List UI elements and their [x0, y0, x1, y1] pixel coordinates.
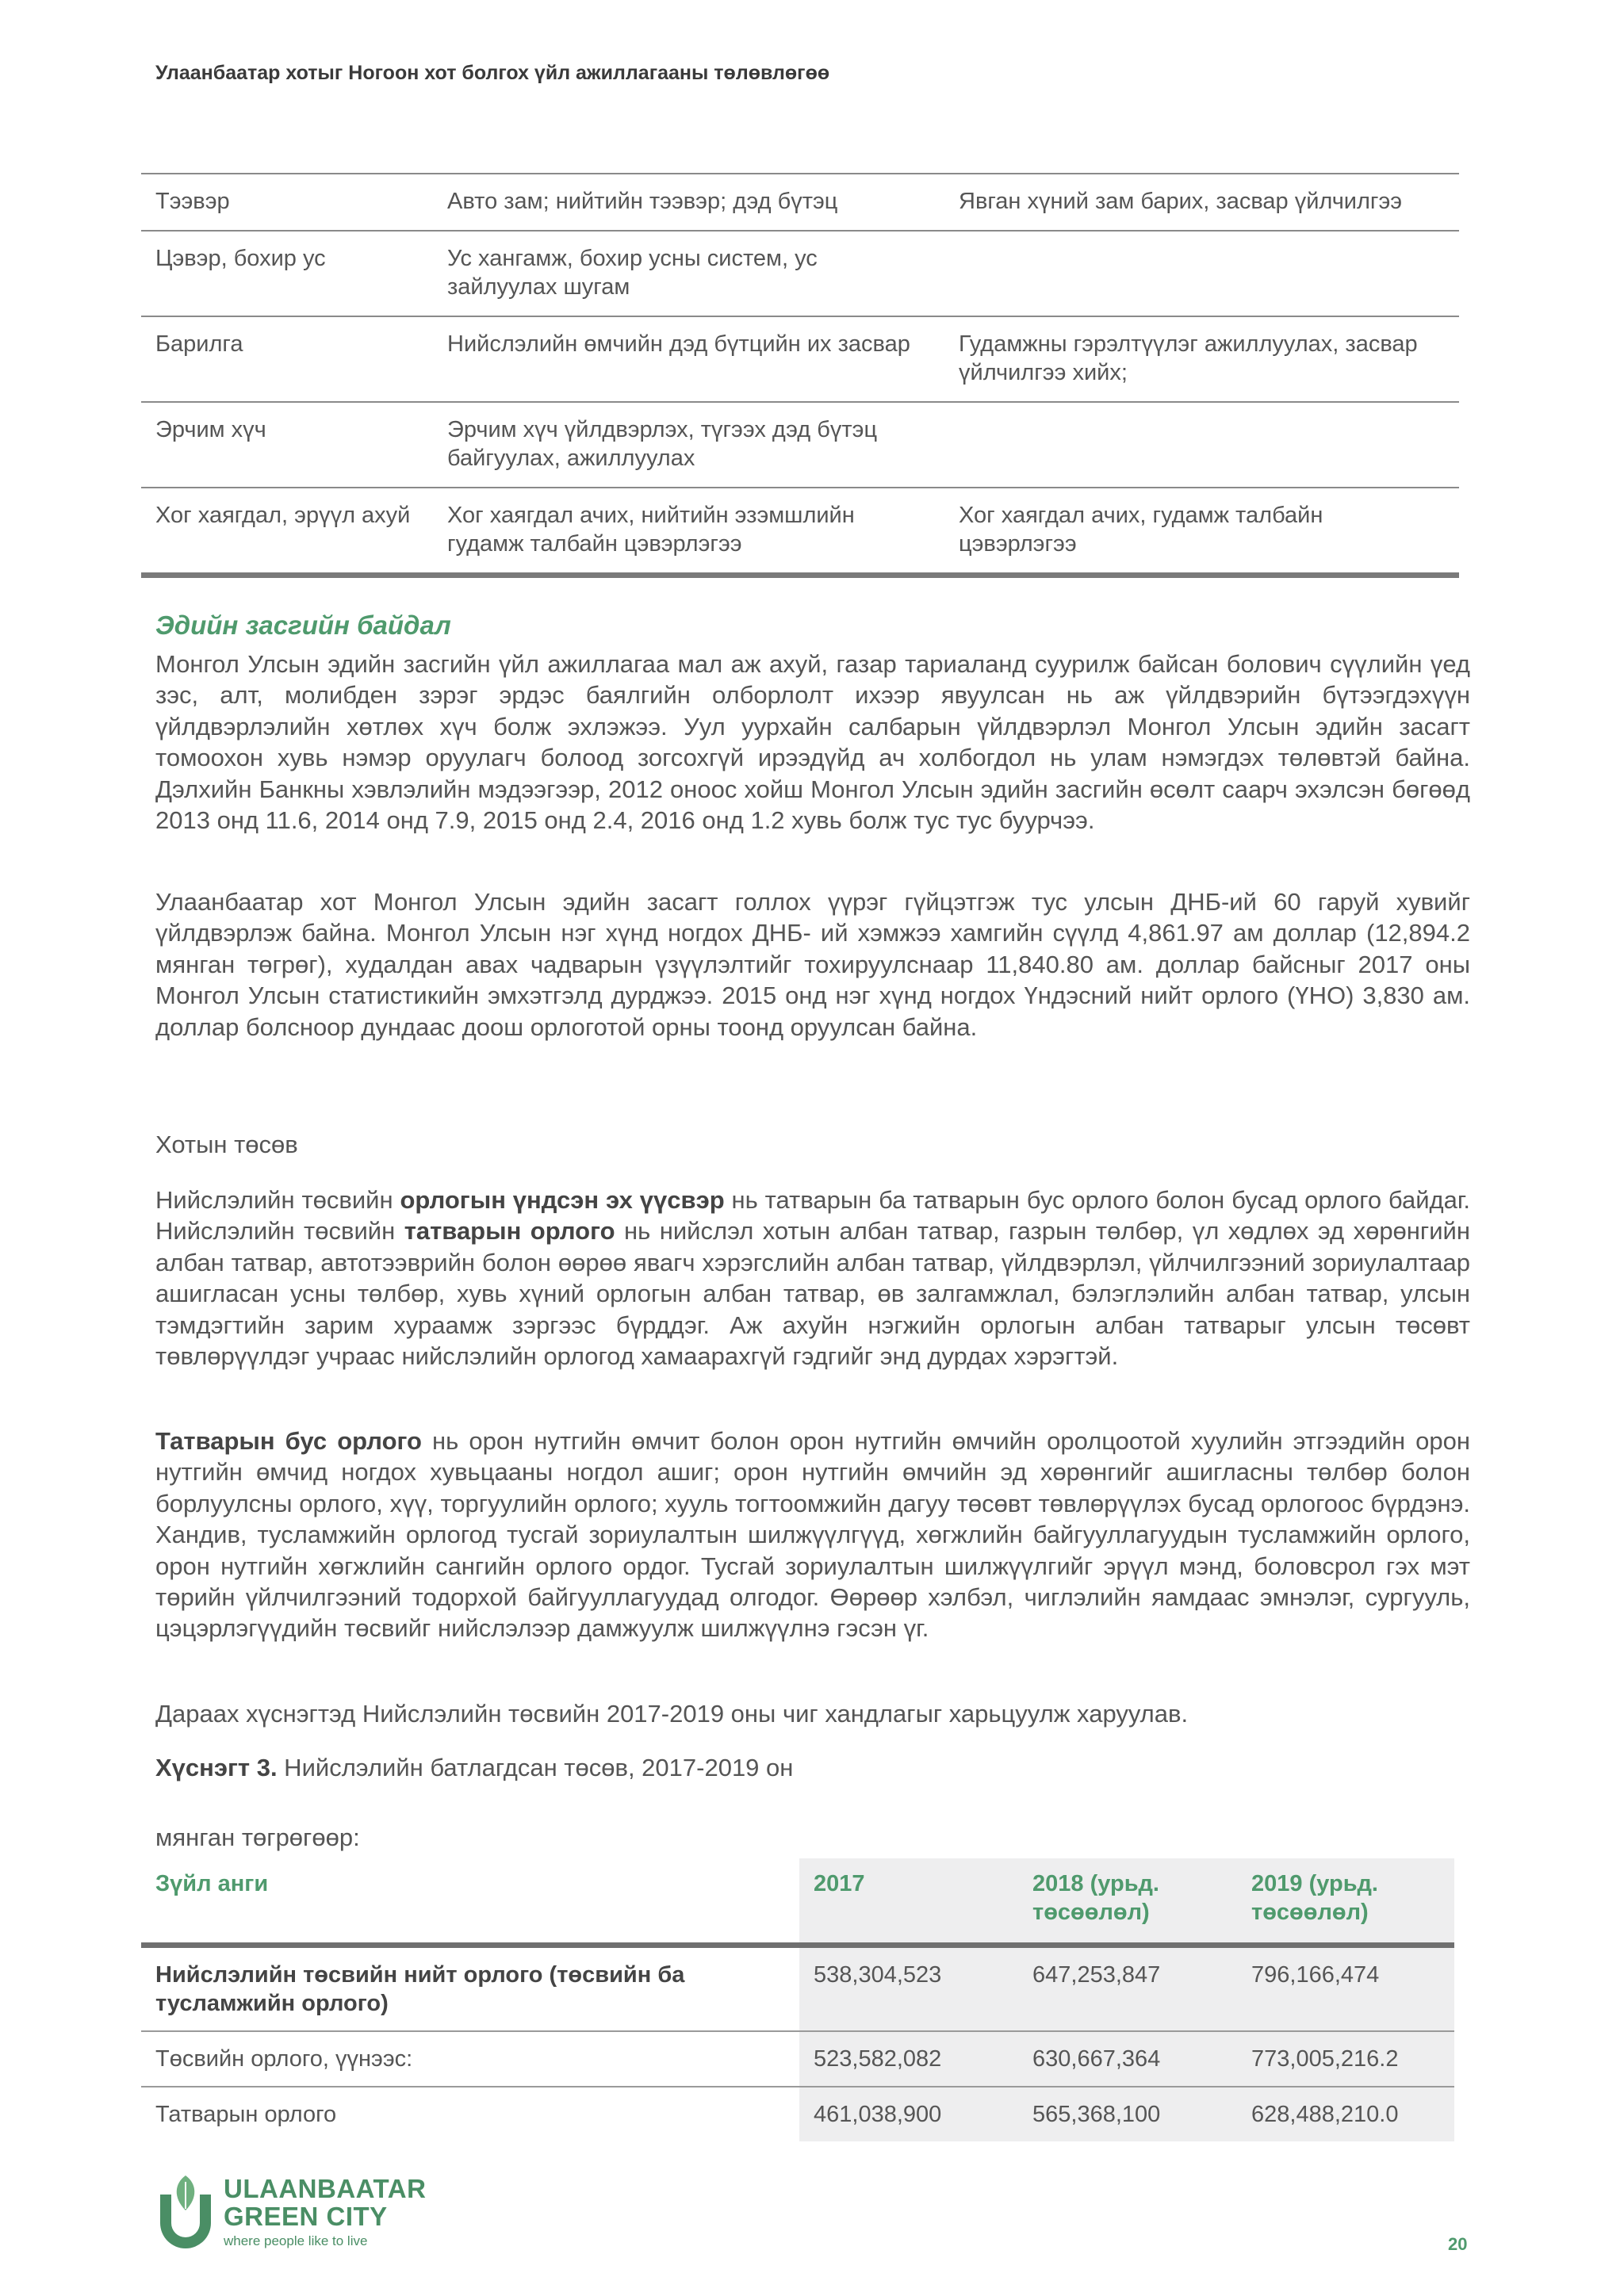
paragraph-table-intro: Дараах хүснэгтэд Нийслэлийн төсвийн 2017-2019 оны чиг хандлагыг харьцуулж харуулав.: [155, 1700, 1189, 1728]
table-unit-note: мянган төгрөгөөр:: [155, 1823, 360, 1851]
logo-line-2: GREEN CITY: [224, 2202, 388, 2231]
section-title-economy: Эдийн засгийн байдал: [155, 610, 451, 640]
table-row: [141, 2087, 1454, 2141]
approved-budget-table: [141, 1858, 1454, 2141]
column-header-2019: 2019 (урьд. төсөөлөл): [1237, 1858, 1454, 1946]
value-cell: 773,005,216.2: [1237, 2031, 1454, 2087]
text-run: нь татварын ба татварын бус орлого болон бусад орлого байдаг. Нийслэлийн төсвийн: [155, 1186, 1470, 1246]
district-role-cell: Гудамжны гэрэлтүүлэг ажиллуулах, засвар үйлчилгээ хийх;: [944, 316, 1459, 402]
sector-cell: Хог хаягдал, эрүүл ахуй: [141, 488, 433, 576]
capital-role-cell: Авто зам; нийтийн тээвэр; дэд бүтэц: [433, 174, 944, 231]
value-cell: 796,166,474: [1237, 1946, 1454, 2032]
table-row: [141, 488, 1459, 576]
capital-role-cell: Ус хангамж, бохир усны систем, ус зайлуулах шугам: [433, 231, 944, 316]
row-label: Татварын орлого: [155, 2102, 337, 2127]
value-cell: 523,582,082: [799, 2031, 1018, 2087]
paragraph-economy-1: Монгол Улсын эдийн засгийн үйл ажиллагаа мал аж ахуй, газар тариаланд суурилж байсан болович сүүлийн үед зэс, алт, молибден зэрэг эрдэс баялгийн олборлолт ихээр явуулсан нь аж үйлдвэрийн бүтээгдэхүүн үйлдвэрлэлийн хөтлөх хүч болж эхлэжээ. Уул уурхайн салбарын үйлдвэрлэл Монгол Улсын эдийн засагт томоохон хувь нэмэр оруулагч болоод зогсохгүй ирээдүйд ач холбогдол нь улам нэмэгдэх төлөвтэй байна. Дэлхийн Банкны хэвлэлийн мэдээгээр, 2012 оноос хойш Монгол Улсын эдийн засгийн өсөлт саарч эхэлсэн бөгөөд 2013 онд 11.6, 2014 онд 7.9, 2015 онд 2.4, 2016 онд 1.2 хувь болж тус тус буурчээ.: [155, 650, 1470, 835]
table-row: [141, 2031, 1454, 2087]
sector-cell: Барилга: [141, 316, 433, 402]
bold-term: Татварын бус орлого: [155, 1427, 422, 1455]
subsection-title-city-budget: Хотын төсөв: [155, 1131, 298, 1158]
capital-role-cell: Эрчим хүч үйлдвэрлэх, түгээх дэд бүтэц байгуулах, ажиллуулах: [433, 402, 944, 488]
sector-cell: Эрчим хүч: [141, 402, 433, 488]
bold-term: татварын орлого: [404, 1217, 615, 1246]
text-run: нь нийслэл хотын албан татвар, газрын төлбөр, үл хөдлөх эд хөрөнгийн албан татвар, автотээврийн болон өөрөө явагч хэрэгслийн албан татвар, үйлдвэрлэл, үйлчилгээний зориулалтаар ашигласан усны төлбөр, хувь хүний орлогын албан татвар, өв залгамжлал, бэлэглэлийн албан татвар, улсын тэмдэгтийн зарим хураамж зэргээс бүрддэг. Аж ахуйн нэгжийн орлогын албан татварыг улсын төсөвт төвлөрүүлдэг учраас нийслэлийн орлогод хамаарахгүй гэдгийг энд дурдах хэрэгтэй.: [155, 1217, 1470, 1371]
paragraph-economy-2: Улаанбаатар хот Монгол Улсын эдийн засагт голлох үүрэг гүйцэтгэж тус улсын ДНБ-ий 60 гаруй хувийг үйлдвэрлэж байна. Монгол Улсын нэг хүнд ногдох ДНБ- ий хэмжээ хамгийн сүүлд 4,861.97 ам доллар (12,894.2 мянган төгрөг), худалдан авах чадварын үзүүлэлтийг тохируулснаар 11,840.80 ам. доллар байсныг 2017 оны Монгол Улсын статистикийн эмхэтгэлд дурджээ. 2015 онд нэг хүнд ногдох Үндэсний нийт орлого (ҮНО) 3,830 ам. доллар болсноор дундаас доош орлоготой орны тоонд оруулсан байна.: [155, 888, 1470, 1041]
table-row: [141, 174, 1459, 231]
capital-role-cell: Нийслэлийн өмчийн дэд бүтцийн их засвар: [433, 316, 944, 402]
district-role-cell: [944, 231, 1459, 316]
column-header-2018: 2018 (урьд. төсөөлөл): [1018, 1858, 1237, 1946]
column-header-item: Зүйл анги: [141, 1858, 799, 1946]
capital-role-cell: Хог хаягдал ачих, нийтийн эзэмшлийн гудамж талбайн цэвэрлэгээ: [433, 488, 944, 576]
table-header-row: [141, 1858, 1454, 1946]
text-run: Нийслэлийн төсвийн: [155, 1186, 400, 1214]
table-caption: [155, 1752, 1470, 1783]
sector-cell: Тээвэр: [141, 174, 433, 231]
table-row: [141, 231, 1459, 316]
district-role-cell: Явган хүний зам барих, засвар үйлчилгээ: [944, 174, 1459, 231]
row-label: Нийслэлийн төсвийн нийт орлого (төсвийн ба тусламжийн орлого): [141, 1946, 799, 2032]
row-label: Төсвийн орлого, үүнээс:: [141, 2031, 799, 2087]
column-header-2017: 2017: [799, 1858, 1018, 1946]
value-cell: 630,667,364: [1018, 2031, 1237, 2087]
logo-wordmark: [224, 2175, 426, 2248]
logo-line-1: ULAANBAATAR: [224, 2174, 427, 2203]
paragraph-non-tax-revenue: [155, 1425, 1470, 1644]
logo-tagline: where people like to live: [224, 2233, 368, 2248]
leaf-u-icon: [155, 2171, 216, 2253]
value-cell: 538,304,523: [799, 1946, 1018, 2032]
running-header: Улаанбаатар хотыг Ногоон хот болгох үйл ажиллагааны төлөвлөгөө: [155, 62, 830, 84]
value-cell: 628,488,210.0: [1237, 2087, 1454, 2141]
table-row: [141, 316, 1459, 402]
value-cell: 461,038,900: [799, 2087, 1018, 2141]
bold-term: орлогын үндсэн эх үүсвэр: [400, 1186, 725, 1214]
value-cell: 565,368,100: [1018, 2087, 1237, 2141]
ulaanbaatar-green-city-logo: [155, 2171, 425, 2258]
district-role-cell: Хог хаягдал ачих, гудамж талбайн цэвэрлэгээ: [944, 488, 1459, 576]
caption-label: Хүснэгт 3.: [155, 1754, 278, 1781]
page-number: 20: [1448, 2234, 1468, 2254]
table-row: [141, 1946, 1454, 2032]
sector-responsibility-table: [141, 173, 1459, 578]
sector-cell: Цэвэр, бохир ус: [141, 231, 433, 316]
caption-text: Нийслэлийн батлагдсан төсөв, 2017-2019 он: [277, 1754, 794, 1781]
value-cell: 647,253,847: [1018, 1946, 1237, 2032]
text-run: нь орон нутгийн өмчит болон орон нутгийн өмчийн оролцоотой хуулийн этгээдийн орон нутгийн өмчид ногдох хувьцааны ногдол ашиг; орон нутгийн өмчийн эд хөрөнгийг ашигласны төлбөр болон борлуулсны орлого, хүү, торгуулийн орлого; хууль тогтоомжийн дагуу төсөвт төвлөрүүлэх бусад орлогоос бүрдэнэ. Хандив, тусламжийн орлогод тусгай зориулалтын шилжүүлгүүд, хөгжлийн байгууллагуудын тусламжийн орлого, орон нутгийн хөгжлийн сангийн орлого ордог. Тусгай зориулалтын шилжүүлгийг эрүүл мэнд, боловсрол гэх мэт төрийн үйлчилгээний тодорхой байгууллагуудад олгодог. Өөрөөр хэлбэл, чиглэлийн яамдаас эмнэлэг, сургууль, цэцэрлэгүүдийн төсвийг нийслэлээр дамжуулж шилжүүлнэ гэсэн үг.: [155, 1427, 1470, 1643]
district-role-cell: [944, 402, 1459, 488]
table-row: [141, 402, 1459, 488]
paragraph-budget-revenue: [155, 1184, 1470, 1372]
